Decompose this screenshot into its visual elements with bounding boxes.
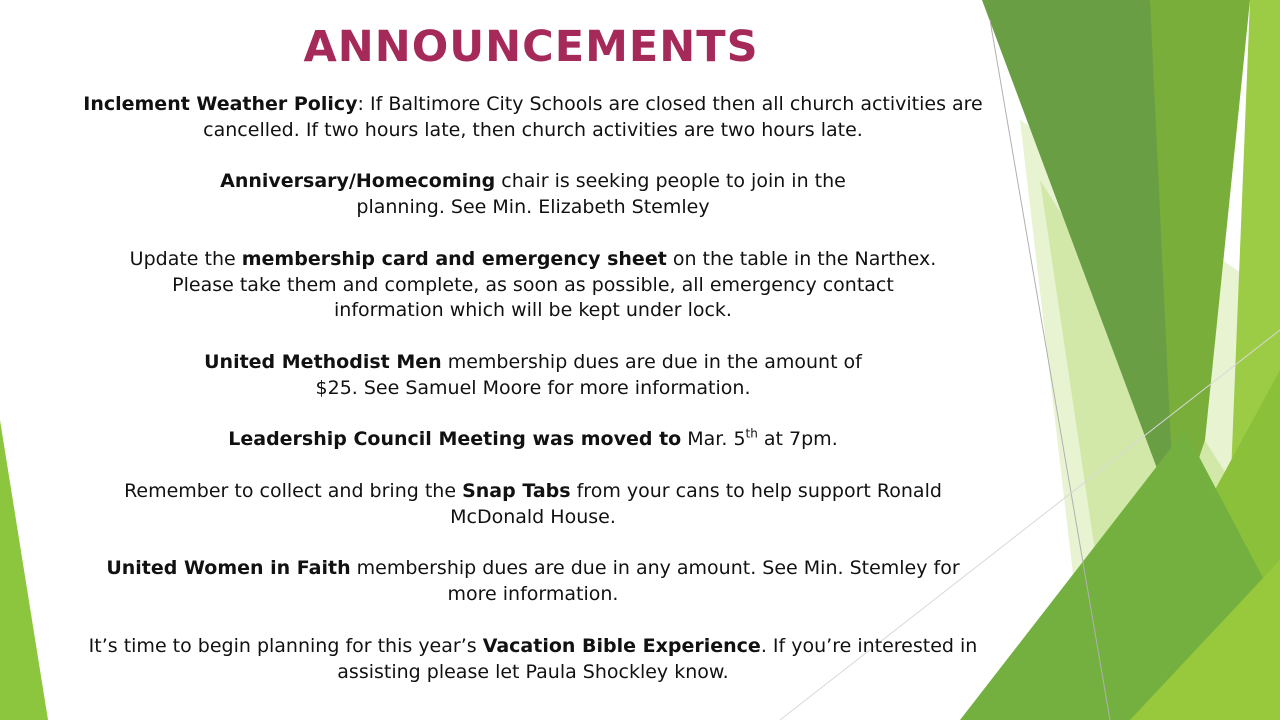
announcement-heading: Vacation Bible Experience — [482, 634, 761, 657]
announcement-membership-card — [80, 247, 986, 324]
announcement-anniversary — [80, 169, 986, 221]
announcement-heading: United Methodist Men — [204, 350, 442, 373]
announcement-methodist-men — [80, 350, 986, 402]
announcement-text: from your cans to help support Ronald McDonald House. — [450, 479, 942, 528]
announcement-text: on the table in the Narthex. Please take them and complete, as soon as possible, all emergency contact information which will be kept under lock. — [172, 247, 937, 322]
announcement-inclement-weather — [80, 92, 986, 144]
page-title: ANNOUNCEMENTS — [303, 22, 759, 72]
announcement-vacation-bible — [60, 634, 1006, 686]
announcement-snap-tabs — [80, 479, 986, 531]
announcement-text: Update the — [129, 247, 242, 270]
announcement-heading: Inclement Weather Policy — [83, 93, 358, 115]
announcement-women-in-faith — [80, 556, 986, 608]
announcement-heading: Leadership Council Meeting was moved to — [228, 428, 682, 451]
announcement-text: : If Baltimore City Schools are closed then all church activities are cancelled. If two hours late, then church activities are two hours late. — [203, 93, 983, 141]
announcement-heading: Anniversary/Homecoming — [220, 170, 496, 193]
announcement-heading: Snap Tabs — [462, 479, 571, 502]
announcement-text: chair is seeking people to join in the planning. See Min. Elizabeth Stemley — [356, 170, 846, 219]
announcement-text: . If you’re interested in assisting please let Paula Shockley know. — [337, 634, 978, 683]
announcement-heading: United Women in Faith — [106, 557, 351, 580]
announcement-leadership-council — [80, 427, 986, 453]
announcement-text: membership dues are due in any amount. See Min. Stemley for more information. — [350, 557, 960, 606]
announcement-text: It’s time to begin planning for this year’s — [88, 634, 483, 657]
announcement-superscript: th — [745, 427, 758, 442]
announcement-text: Remember to collect and bring the — [124, 479, 463, 502]
announcement-heading: membership card and emergency sheet — [241, 247, 667, 270]
announcement-text: Mar. 5 — [681, 428, 746, 451]
announcement-text: membership dues are due in the amount of $25. See Samuel Moore for more information. — [315, 350, 862, 399]
announcements-list — [80, 92, 986, 711]
left-green-shape — [0, 420, 48, 720]
announcement-text: at 7pm. — [757, 428, 838, 451]
